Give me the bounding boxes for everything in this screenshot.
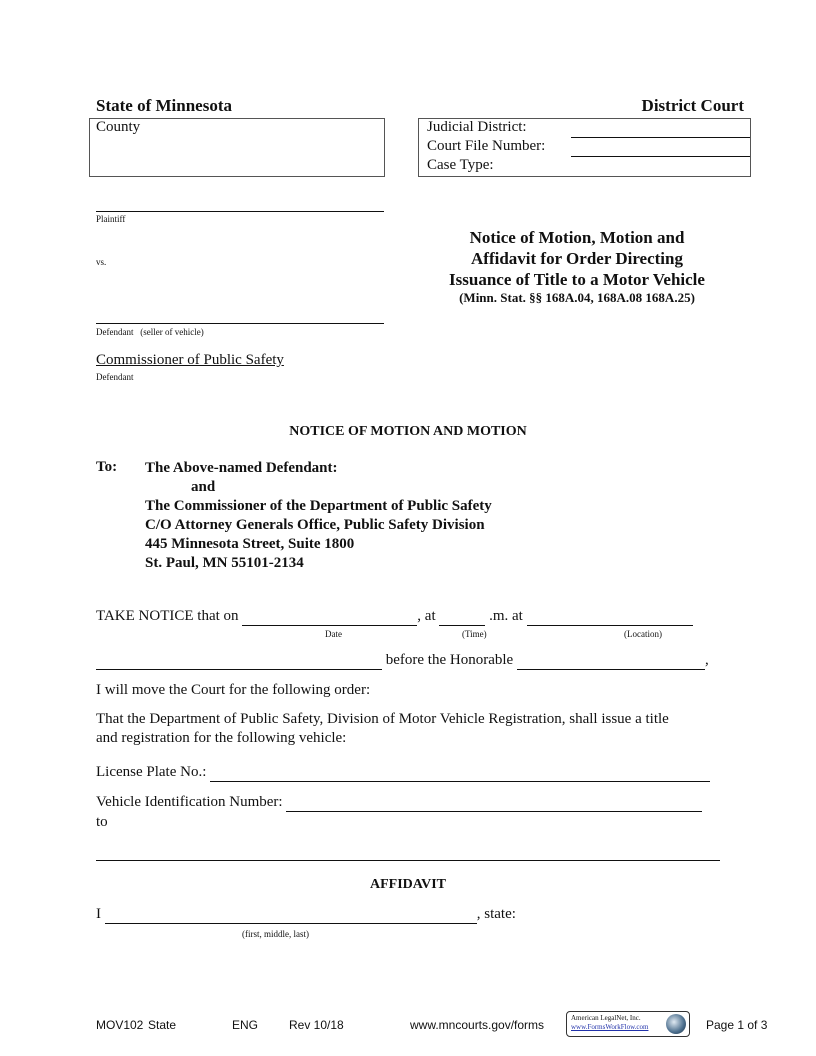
to-text: to — [96, 814, 108, 830]
footer-language: ENG — [232, 1018, 259, 1032]
court-file-number-field[interactable] — [571, 156, 750, 157]
to-label: To: — [96, 459, 118, 475]
vs-label: vs. — [96, 257, 107, 267]
license-plate-field[interactable] — [210, 764, 710, 782]
county-box[interactable] — [89, 118, 385, 177]
defendant2-label: Defendant — [96, 372, 134, 382]
court-heading: District Court — [641, 96, 744, 115]
page-number: Page 1 of 3 — [706, 1018, 768, 1032]
before-line: before the Honorable , — [96, 652, 709, 670]
globe-icon — [666, 1014, 686, 1034]
state-heading: State of Minnesota — [96, 96, 232, 115]
judicial-district-label: Judicial District: — [427, 119, 527, 135]
notice-heading: NOTICE OF MOTION AND MOTION — [289, 424, 527, 439]
case-type-label: Case Type: — [427, 157, 494, 173]
location-field[interactable] — [527, 608, 693, 626]
date-field[interactable] — [242, 608, 417, 626]
case-info-box — [418, 118, 751, 177]
county-label: County — [96, 119, 141, 135]
license-line: License Plate No.: — [96, 764, 710, 782]
vin-field[interactable] — [286, 794, 702, 812]
name-label: (first, middle, last) — [242, 929, 309, 939]
addressee-block: The Above-named Defendant: and The Commissioner of the Department of Public Safety C/O Attorney Generals Office, Public Safety Division 445 Minnesota Street, Suite 1800 St. Paul, MN 55101-2134 — [145, 460, 492, 571]
time-label: (Time) — [462, 629, 487, 639]
affiant-name-field[interactable] — [105, 906, 477, 924]
court-address-field[interactable] — [96, 652, 382, 670]
judge-field[interactable] — [517, 652, 705, 670]
footer-url[interactable]: www.mncourts.gov/forms — [410, 1018, 545, 1032]
to-field[interactable] — [96, 860, 720, 861]
vin-line: Vehicle Identification Number: — [96, 794, 702, 812]
form-number: MOV102 — [96, 1018, 144, 1032]
affiant-line: I , state: — [96, 906, 516, 922]
plaintiff-label: Plaintiff — [96, 214, 126, 224]
defendant-label: Defendant (seller of vehicle) — [96, 327, 204, 337]
defendant-field[interactable] — [96, 323, 384, 324]
location-label: (Location) — [624, 629, 662, 639]
form-title: Notice of Motion, Motion and Affidavit for Order Directing Issuance of Title to a Motor Vehicle (Minn. Stat. §§ 168A.04, 168A.08 168A.25) — [449, 228, 705, 305]
time-field[interactable] — [439, 608, 485, 626]
will-move-text: I will move the Court for the following order: — [96, 682, 371, 698]
plaintiff-field[interactable] — [96, 211, 384, 212]
court-file-number-label: Court File Number: — [427, 138, 546, 154]
order-text-1: That the Department of Public Safety, Division of Motor Vehicle Registration, shall issue a title — [96, 711, 669, 727]
judicial-district-field[interactable] — [571, 137, 750, 138]
footer-revision: Rev 10/18 — [289, 1018, 344, 1032]
american-legalnet-logo[interactable]: American LegalNet, Inc. www.FormsWorkFlow.com — [566, 1011, 690, 1037]
footer-state: State — [148, 1018, 177, 1032]
take-notice-line: TAKE NOTICE that on , at .m. at — [96, 608, 693, 626]
date-label: Date — [325, 629, 342, 639]
order-text-2: and registration for the following vehicle: — [96, 730, 347, 746]
affidavit-heading: AFFIDAVIT — [370, 877, 446, 892]
commissioner-name: Commissioner of Public Safety — [96, 352, 284, 368]
